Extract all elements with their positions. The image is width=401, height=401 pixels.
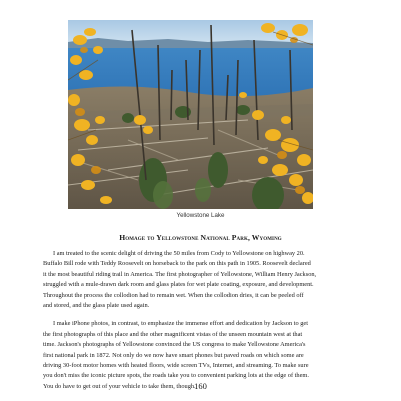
photo-caption: Yellowstone Lake xyxy=(176,212,225,219)
paragraph-2-line-2: the first photographs of this place and the other magnificent vistas of the unseen mountain west at that xyxy=(43,330,303,338)
paragraph-1-line-2: Buffalo Bill rode with Teddy Roosevelt on horseback to the park on this path in 1905. Roosevelt declared xyxy=(43,260,311,268)
paragraph-1-line-4: struggled with a mule-drawn dark room and glass plates for wet plate coating, exposure, and development. xyxy=(43,281,314,289)
paragraph-1-line-1: I am treated to the scenic delight of driving the 50 miles from Cody to Yellowstone on highway 20. xyxy=(53,250,305,257)
paragraph-2-line-1: I make iPhone photos, in contrast, to emphasize the immense effort and dedication by Jackson to get xyxy=(53,320,308,328)
paragraph-1-line-5: Throughout the process the collodion had to remain wet. When the collodion dries, it can be peeled off xyxy=(43,291,304,299)
paragraph-1-line-6: and stored, and the glass plate used again. xyxy=(43,302,150,310)
paragraph-1 xyxy=(43,249,359,311)
paragraph-2-line-3: time. Jackson's photographs of Yellowstone convinced the US congress to make Yellowstone America's xyxy=(43,341,306,349)
paragraph-2-line-7: You do have to get out of your vehicle to take them, though. xyxy=(43,382,196,390)
section-heading: Homage to Yellowstone National Park, Wyoming xyxy=(119,233,282,242)
paragraph-2-line-5: driving 30-foot motor homes with heated floors, wide screen TVs, Internet, and streaming. To make sure xyxy=(43,362,309,370)
paragraph-1-line-3: it the most beautiful riding trail in America. The first photographer of Yellowstone, William Henry Jackson, xyxy=(43,270,317,278)
article-body xyxy=(43,249,359,400)
page-number: 160 xyxy=(194,381,207,391)
paragraph-2-line-6: you don't miss the iconic picture spots, the roads take you to convenient parking lots at the edge of them. xyxy=(43,372,309,380)
paragraph-2-line-4: first national park in 1872. Not only do we now have smart phones but paved roads on which some are xyxy=(43,351,304,359)
yellowstone-lake-photo xyxy=(68,20,313,209)
